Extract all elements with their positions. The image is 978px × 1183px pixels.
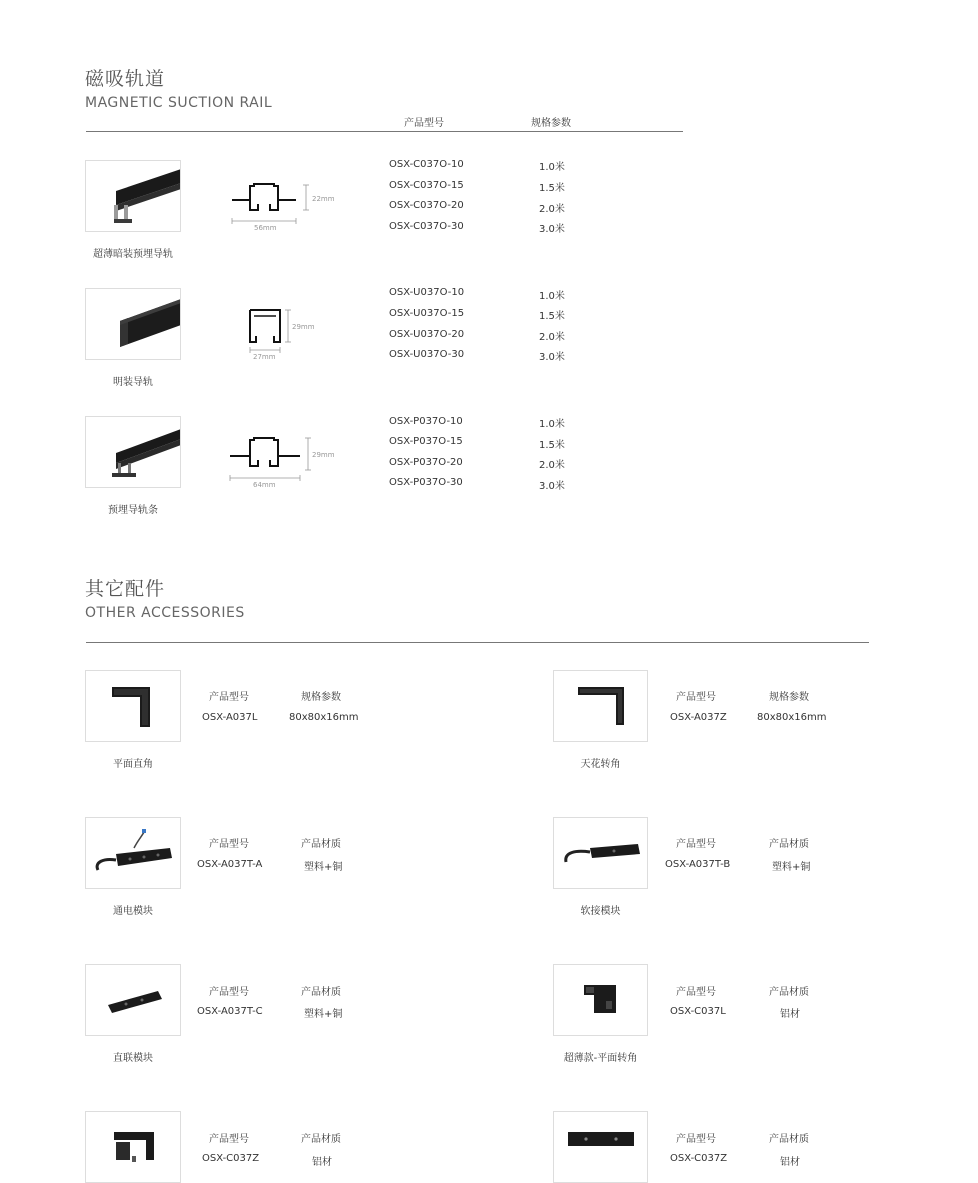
accessory-4-name: 软接模块 (580, 906, 621, 917)
accessory-6-name: 超薄款-平面转角 (563, 1053, 638, 1064)
rail-product-3-spec-4: 3.0米 (539, 481, 565, 492)
accessory-7-image (85, 1111, 181, 1183)
rail-product-3-model-4: OSX-P037O-30 (389, 477, 463, 488)
rail-product-2-spec-3: 2.0米 (539, 332, 565, 343)
rail-product-3-width-label: 64mm (253, 481, 276, 489)
rail-col-model-header: 产品型号 (404, 118, 444, 129)
accessory-4-value: 塑料+铜 (772, 862, 811, 873)
accessory-3-image (85, 817, 181, 889)
rail-product-3-profile (228, 432, 348, 492)
rail-product-2-width-label: 27mm (253, 353, 276, 361)
rail-product-2-height-label: 29mm (292, 323, 315, 331)
accessory-8-col1: 产品型号 (676, 1134, 716, 1145)
accessory-5-value: 塑料+铜 (304, 1009, 343, 1020)
rail-product-2-model-2: OSX-U037O-15 (389, 308, 465, 319)
accessory-6-col1: 产品型号 (676, 987, 716, 998)
rail-product-3-model-2: OSX-P037O-15 (389, 436, 463, 447)
accessory-5-name: 直联模块 (113, 1053, 153, 1064)
accessories-divider (86, 642, 869, 643)
rail-product-1-spec-1: 1.0米 (539, 162, 565, 173)
rail-product-2-model-1: OSX-U037O-10 (389, 287, 465, 298)
rail-profile-u-icon (228, 304, 328, 364)
accessory-2-value: 80x80x16mm (757, 712, 827, 723)
flexible-connector-icon (554, 818, 647, 888)
accessories-section-title-cn: 其它配件 (85, 578, 166, 600)
accessory-2-image (553, 670, 648, 742)
rail-product-1-model-2: OSX-C037O-15 (389, 180, 464, 191)
rail-product-3-spec-1: 1.0米 (539, 419, 565, 430)
rail-product-2-spec-4: 3.0米 (539, 352, 565, 363)
power-module-icon (86, 818, 180, 888)
rail-product-1-model-4: OSX-C037O-30 (389, 221, 464, 232)
rail-divider (86, 131, 683, 132)
accessory-4-image (553, 817, 648, 889)
accessory-1-value: 80x80x16mm (289, 712, 359, 723)
rail-product-2-name: 明装导轨 (113, 377, 153, 388)
accessory-2-col2: 规格参数 (769, 692, 809, 703)
rail-product-1-spec-4: 3.0米 (539, 224, 565, 235)
accessory-3-col1: 产品型号 (209, 839, 249, 850)
rail-product-3-model-1: OSX-P037O-10 (389, 416, 463, 427)
rail-section-title-en: MAGNETIC SUCTION RAIL (85, 95, 273, 111)
accessory-8-model: OSX-C037Z (670, 1153, 728, 1164)
accessory-8-value: 铝材 (780, 1157, 800, 1168)
accessory-8-col2: 产品材质 (769, 1134, 809, 1145)
accessory-1-image (85, 670, 181, 742)
accessory-6-model: OSX-C037L (670, 1006, 726, 1017)
rail-product-3-image (85, 416, 181, 488)
accessory-6-col2: 产品材质 (769, 987, 809, 998)
accessory-2-col1: 产品型号 (676, 692, 716, 703)
rail-product-3-model-3: OSX-P037O-20 (389, 457, 463, 468)
straight-connector-icon (86, 965, 180, 1035)
rail-product-1-width-label: 56mm (254, 224, 277, 232)
rail-product-1-spec-3: 2.0米 (539, 204, 565, 215)
rail-product-1-height-label: 22mm (312, 195, 335, 203)
rail-product-2-profile (228, 304, 328, 364)
rail-col-spec-header: 规格参数 (531, 118, 571, 129)
rail-section-title-cn: 磁吸轨道 (85, 68, 166, 90)
flat-right-angle-icon (86, 671, 180, 741)
rail-product-1-profile (228, 180, 348, 235)
black-rail-surface-icon (86, 289, 180, 359)
accessory-6-image (553, 964, 648, 1036)
accessory-4-model: OSX-A037T-B (665, 859, 731, 870)
ceiling-corner-icon (554, 671, 647, 741)
rail-product-3-spec-2: 1.5米 (539, 440, 565, 451)
accessory-1-col2: 规格参数 (301, 692, 341, 703)
accessories-section-title-en: OTHER ACCESSORIES (85, 605, 245, 621)
accessory-7-model: OSX-C037Z (202, 1153, 260, 1164)
rail-product-1-name: 超薄暗装预埋导轨 (93, 249, 173, 260)
accessory-1-model: OSX-A037L (202, 712, 258, 723)
rail-product-1-model-1: OSX-C037O-10 (389, 159, 464, 170)
accessory-6-value: 铝材 (780, 1009, 800, 1020)
accessory-2-name: 天花转角 (580, 759, 621, 770)
accessory-4-col2: 产品材质 (769, 839, 809, 850)
accessory-3-model: OSX-A037T-A (197, 859, 263, 870)
accessory-5-image (85, 964, 181, 1036)
thin-flat-corner-icon (554, 965, 647, 1035)
accessory-5-col1: 产品型号 (209, 987, 249, 998)
accessory-3-name: 通电模块 (113, 906, 153, 917)
rail-product-1-spec-2: 1.5米 (539, 183, 565, 194)
rail-profile-c-icon (228, 180, 348, 235)
accessory-1-name: 平面直角 (113, 759, 153, 770)
rail-product-1-model-3: OSX-C037O-20 (389, 200, 464, 211)
rail-product-3-height-label: 29mm (312, 451, 335, 459)
accessory-1-col1: 产品型号 (209, 692, 249, 703)
rail-profile-p-icon (228, 432, 348, 492)
rail-product-2-spec-1: 1.0米 (539, 291, 565, 302)
rail-product-2-spec-2: 1.5米 (539, 311, 565, 322)
accessory-7-value: 铝材 (312, 1157, 332, 1168)
rail-product-3-name: 预埋导轨条 (108, 505, 158, 516)
accessory-5-col2: 产品材质 (301, 987, 341, 998)
black-rail-embedded-icon (86, 417, 180, 487)
accessory-5-model: OSX-A037T-C (197, 1006, 263, 1017)
accessory-3-value: 塑料+铜 (304, 862, 343, 873)
rail-product-2-model-3: OSX-U037O-20 (389, 329, 465, 340)
accessory-7-col2: 产品材质 (301, 1134, 341, 1145)
accessory-8-image (553, 1111, 648, 1183)
rail-product-3-spec-3: 2.0米 (539, 460, 565, 471)
rail-product-2-model-4: OSX-U037O-30 (389, 349, 465, 360)
black-rail-recessed-thin-icon (86, 161, 180, 231)
accessory-7-col1: 产品型号 (209, 1134, 249, 1145)
accessory-4-col1: 产品型号 (676, 839, 716, 850)
accessory-3-col2: 产品材质 (301, 839, 341, 850)
accessory-2-model: OSX-A037Z (670, 712, 727, 723)
rail-product-1-image (85, 160, 181, 232)
rail-product-2-image (85, 288, 181, 360)
